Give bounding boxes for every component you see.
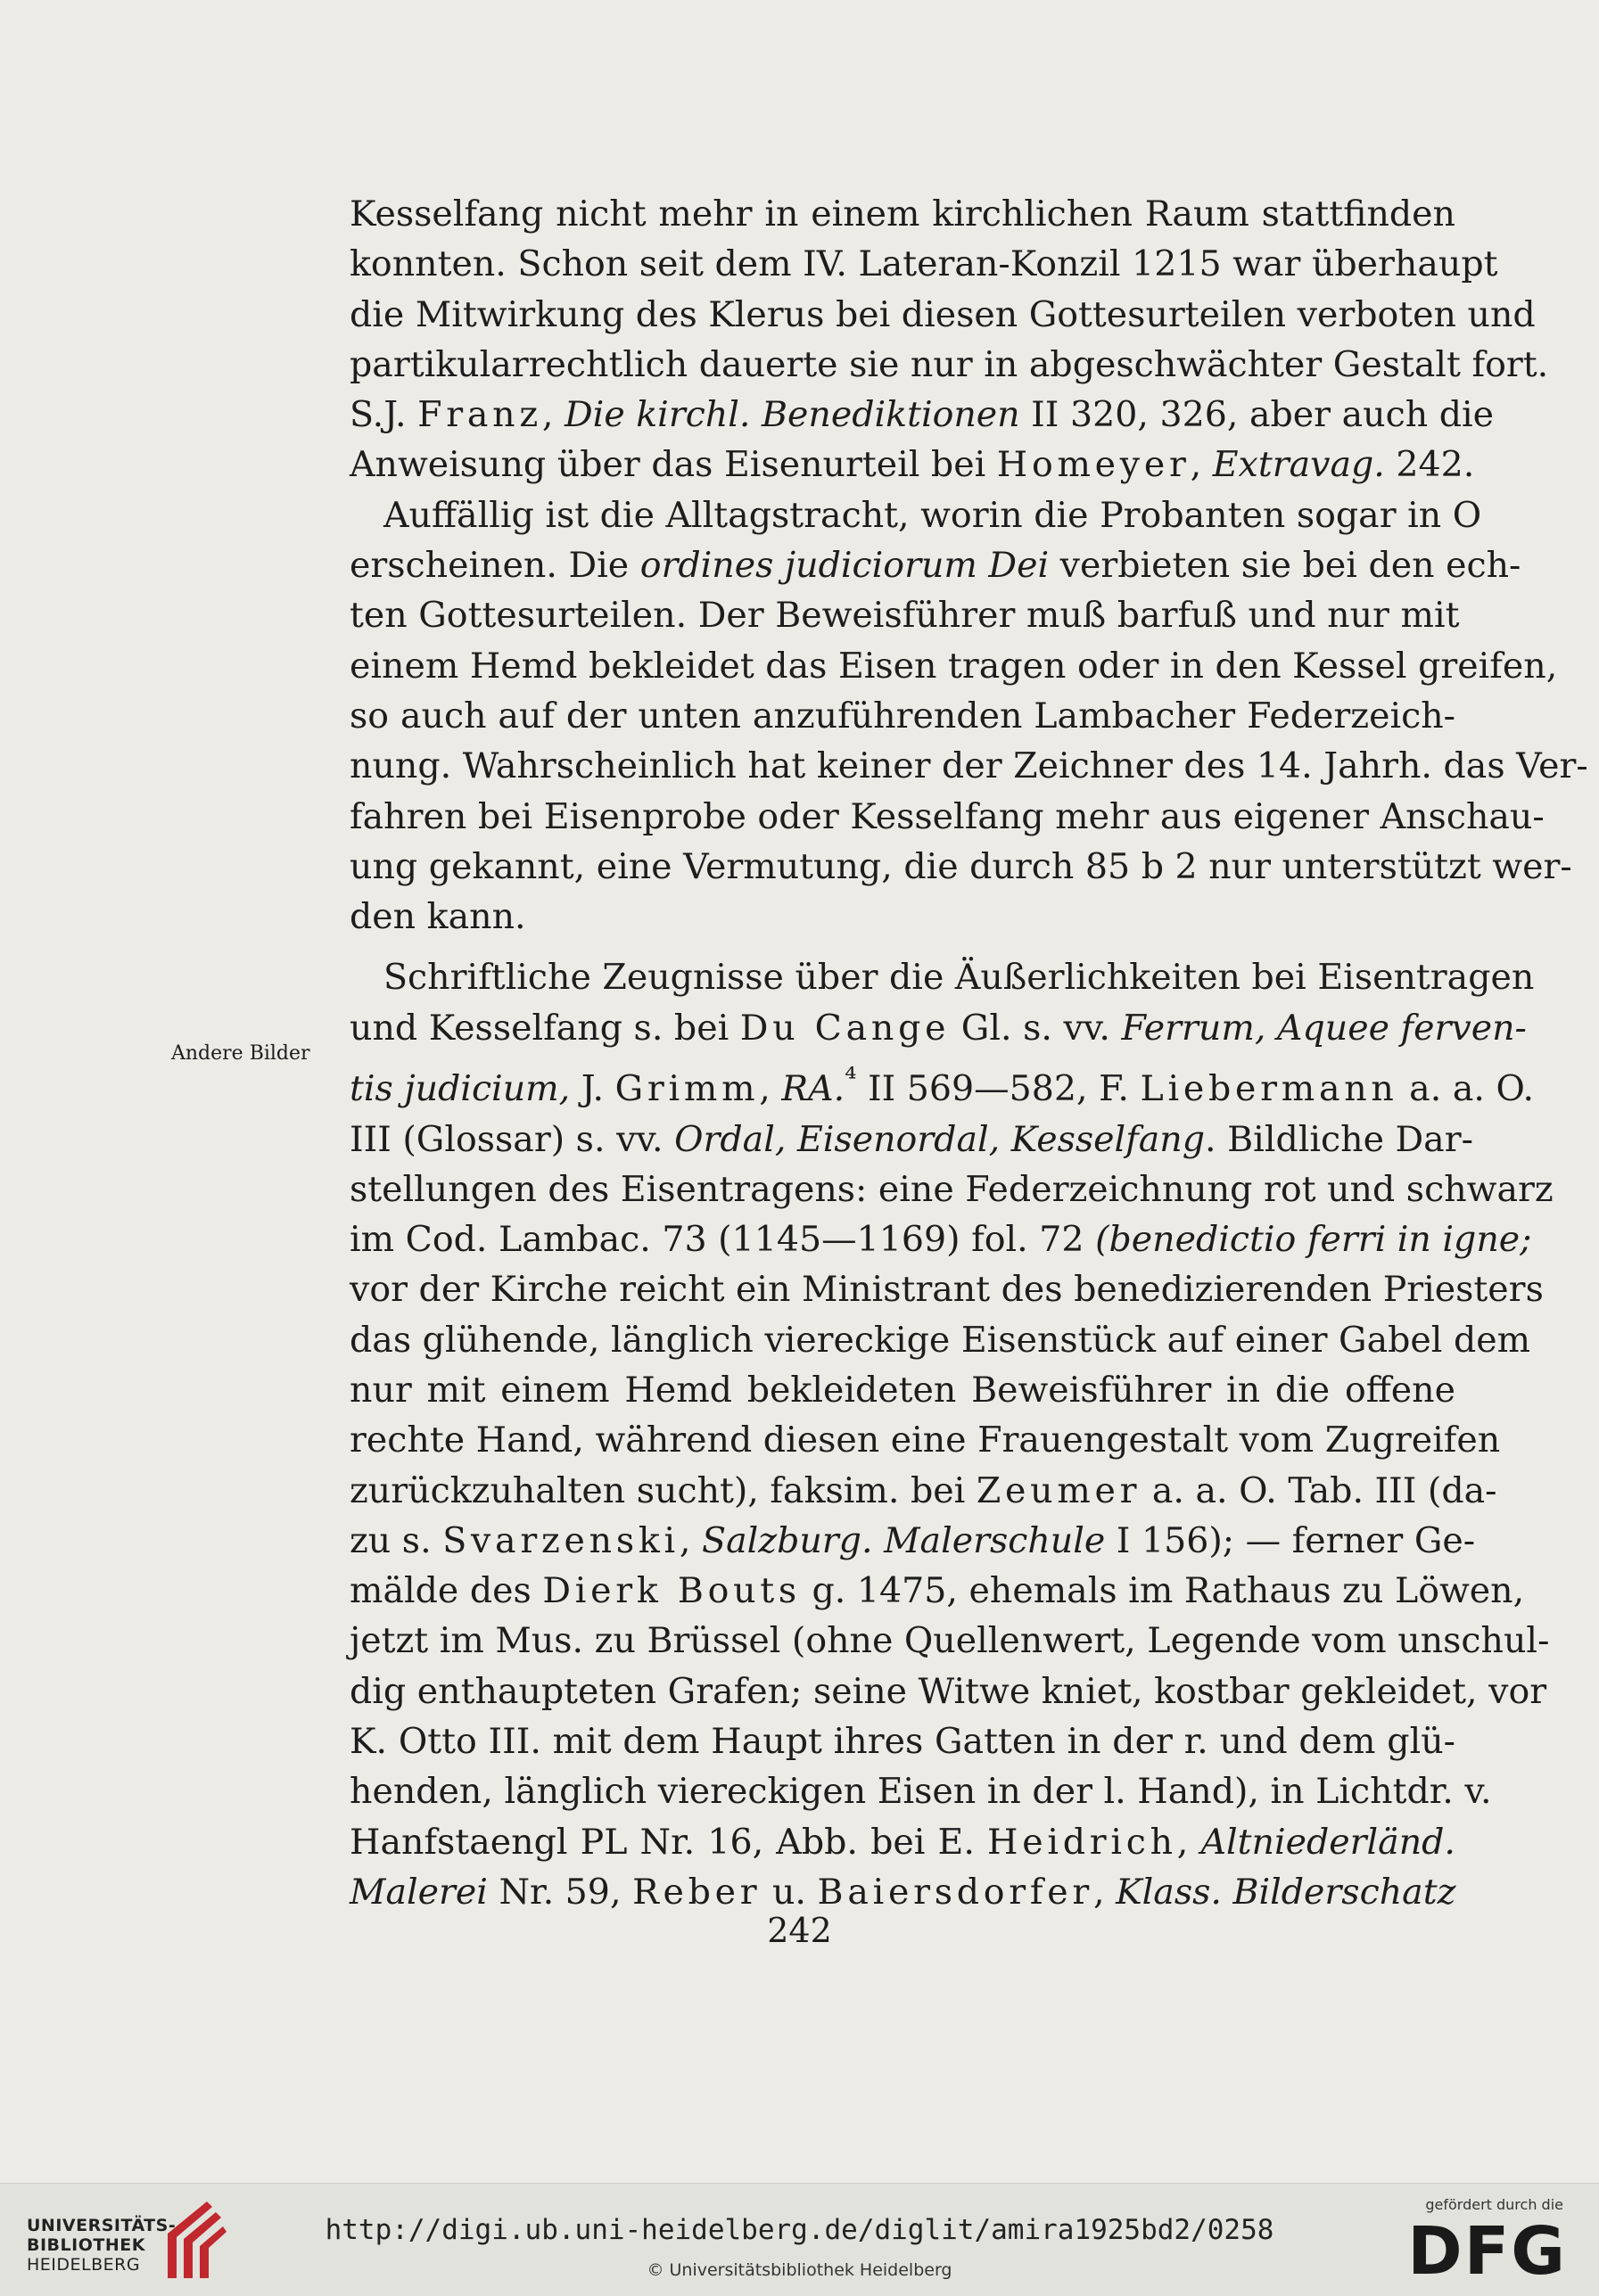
text-line: erscheinen. Die ordines judiciorum Dei verbieten sie bei den ech- (350, 545, 1521, 587)
text-line: K. Otto III. mit dem Haupt ihres Gatten in der r. und dem glü- (350, 1721, 1455, 1763)
text-line: jetzt im Mus. zu Brüssel (ohne Quellenwert, Legende vom unschul- (350, 1620, 1550, 1662)
dfg-logo[interactable]: DFG (1407, 2213, 1567, 2290)
text-line: einem Hemd bekleidet das Eisen tragen oder in den Kessel greifen, (350, 645, 1558, 687)
text-line: tis judicium, J. Grimm, RA.$^{^4}$ II 569—582, F. Liebermann a. a. O. (350, 1060, 1535, 1110)
text-line: im Cod. Lambac. 73 (1145—1169) fol. 72 (benedictio ferri in igne; (350, 1219, 1532, 1261)
margin-note: Andere Bilder (171, 1042, 310, 1065)
text-line: zu s. Svarzenski, Salzburg. Malerschule I 156); — ferner Ge- (350, 1519, 1476, 1561)
text-line: konnten. Schon seit dem IV. Lateran-Konzil 1215 war überhaupt (350, 243, 1498, 285)
text-line: Kesselfang nicht mehr in einem kirchlichen Raum stattfinden (350, 193, 1455, 235)
library-name-line: HEIDELBERG (27, 2255, 141, 2275)
text-line: die Mitwirkung des Klerus bei diesen Gottesurteilen verboten und (350, 293, 1536, 335)
text-line: Auffällig ist die Alltagstracht, worin die Probanten sogar in O (383, 494, 1482, 536)
text-line: den kann. (350, 896, 526, 938)
text-line: mälde des Dierk Bouts g. 1475, ehemals im Rathaus zu Löwen, (350, 1570, 1525, 1612)
body-text (350, 189, 1588, 1917)
text-line: vor der Kirche reicht ein Ministrant des benedizierenden Priesters (350, 1269, 1544, 1311)
text-line: henden, länglich viereckigen Eisen in der l. Hand), in Lichtdr. v. (350, 1771, 1492, 1813)
text-line: zurückzuhalten sucht), faksim. bei Zeumer a. a. O. Tab. III (da- (350, 1469, 1497, 1511)
text-line: partikularrechtlich dauerte sie nur in abgeschwächter Gestalt fort. (350, 343, 1549, 385)
text-line: nur mit einem Hemd bekleideten Beweisführer in die offene (350, 1369, 1455, 1411)
text-line: Anweisung über das Eisenurteil bei Homeyer, Extravag. 242. (350, 444, 1475, 486)
text-line: Hanfstaengl PL Nr. 16, Abb. bei E. Heidrich, Altniederländ. (350, 1821, 1455, 1863)
footer-bar (0, 2183, 1599, 2296)
text-line: und Kesselfang s. bei Du Cange Gl. s. vv. Ferrum, Aquee ferven- (350, 1007, 1527, 1049)
library-name-line: UNIVERSITÄTS- (27, 2216, 177, 2235)
text-line: nung. Wahrscheinlich hat keiner der Zeichner des 14. Jahrh. das Ver- (350, 745, 1588, 787)
funding-notice: gefördert durch die (1425, 2196, 1563, 2213)
text-line: ung gekannt, eine Vermutung, die durch 85 b 2 nur unterstützt wer- (350, 845, 1572, 887)
text-line: das glühende, länglich viereckige Eisenstück auf einer Gabel dem (350, 1319, 1531, 1361)
copyright-notice: © Universitätsbibliothek Heidelberg (647, 2260, 952, 2280)
text-line: III (Glossar) s. vv. Ordal, Eisenordal, Kesselfang. Bildliche Dar- (350, 1118, 1473, 1160)
text-line: rechte Hand, während diesen eine Frauengestalt vom Zugreifen (350, 1420, 1501, 1461)
library-name-line: BIBLIOTHEK (27, 2235, 145, 2255)
text-line: Schriftliche Zeugnisse über die Äußerlichkeiten bei Eisentragen (383, 957, 1535, 999)
text-line: S.J. Franz, Die kirchl. Benediktionen II 320, 326, aber auch die (350, 394, 1495, 436)
page-number: 242 (767, 1911, 832, 1950)
permalink-url[interactable]: http://digi.ub.uni-heidelberg.de/diglit/amira1925bd2/0258 (325, 2214, 1274, 2246)
text-line: ten Gottesurteilen. Der Beweisführer muß barfuß und nur mit (350, 595, 1460, 637)
text-line: stellungen des Eisentragens: eine Federzeichnung rot und schwarz (350, 1168, 1554, 1210)
text-line: fahren bei Eisenprobe oder Kesselfang mehr aus eigener Anschau- (350, 795, 1545, 837)
text-line: Malerei Nr. 59, Reber u. Baiersdorfer, Klass. Bilderschatz (350, 1871, 1456, 1913)
text-line: so auch auf der unten anzuführenden Lambacher Federzeich- (350, 695, 1455, 737)
text-line: dig enthaupteten Grafen; seine Witwe kniet, kostbar gekleidet, vor (350, 1670, 1547, 1712)
